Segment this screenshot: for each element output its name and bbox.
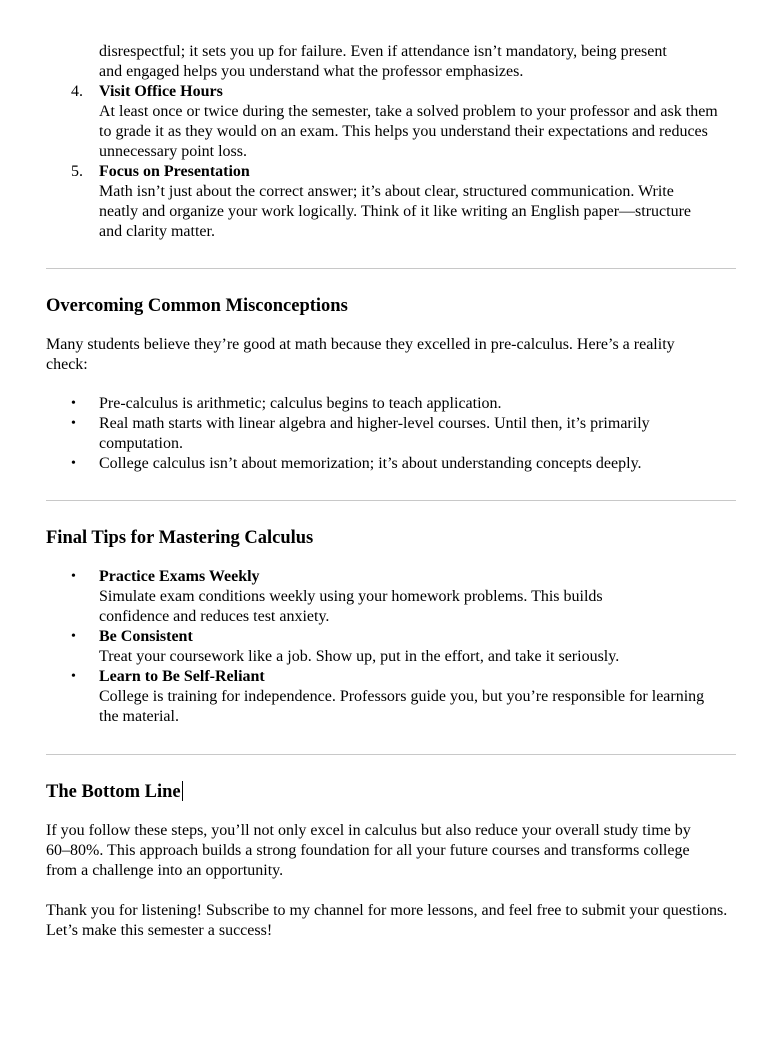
- list-item-text: Pre-calculus is arithmetic; calculus begins to teach application.: [99, 395, 502, 412]
- section-heading-bottom-line[interactable]: [46, 781, 736, 803]
- tip-title: Learn to Be Self-Reliant: [99, 668, 265, 685]
- list-item-text: College calculus isn’t about memorization; it’s about understanding concepts deeply.: [99, 455, 642, 472]
- tip-body: Simulate exam conditions weekly using your homework problems. This builds confidence and reduces test anxiety.: [99, 588, 603, 625]
- text-cursor: [182, 781, 184, 801]
- document-page: [46, 42, 736, 941]
- item-number: 5.: [71, 163, 83, 180]
- continuation-line-2: and engaged helps you understand what the professor emphasizes.: [99, 63, 524, 80]
- tip-title: Be Consistent: [99, 628, 193, 645]
- misconceptions-intro: Many students believe they’re good at math because they excelled in pre-calculus. Here’s a reality check:: [46, 336, 675, 373]
- numbered-item-office-hours: [46, 82, 736, 162]
- heading-text: The Bottom Line: [46, 782, 181, 802]
- item-title: Focus on Presentation: [99, 163, 250, 180]
- tip-body: Treat your coursework like a job. Show up, put in the effort, and take it seriously.: [99, 648, 620, 665]
- item-body: Math isn’t just about the correct answer; it’s about clear, structured communication. Write neatly and organize your work logically. Think of it like writing an English paper—structure and clarity matter.: [99, 183, 691, 240]
- bullet-icon: •: [71, 396, 76, 411]
- tip-title: Practice Exams Weekly: [99, 568, 260, 585]
- tip-body: College is training for independence. Professors guide you, but you’re responsible for learning the material.: [99, 688, 705, 725]
- item-3-continuation: [46, 42, 736, 82]
- continuation-line-1: disrespectful; it sets you up for failure. Even if attendance isn’t mandatory, being present: [99, 43, 667, 60]
- item-number: 4.: [71, 83, 83, 100]
- numbered-item-presentation: [46, 162, 736, 242]
- section-heading-misconceptions: Overcoming Common Misconceptions: [46, 296, 348, 316]
- item-body: At least once or twice during the semester, take a solved problem to your professor and ask them to grade it as they would on an exam. This helps you understand their expectations and reduces unnecessary point loss.: [99, 103, 718, 160]
- list-item: [46, 567, 669, 627]
- list-item: [46, 627, 736, 667]
- bottom-line-paragraph-1: If you follow these steps, you’ll not only excel in calculus but also reduce your overall study time by 60–80%. This approach builds a strong foundation for all your future courses and transforms college from a challenge into an opportunity.: [46, 822, 691, 879]
- bullet-icon: •: [71, 416, 76, 431]
- list-item: [46, 394, 736, 414]
- misconceptions-list: [46, 394, 736, 474]
- item-title: Visit Office Hours: [99, 83, 223, 100]
- bullet-icon: •: [71, 669, 76, 684]
- list-item-text: Real math starts with linear algebra and higher-level courses. Until then, it’s primarily computation.: [99, 415, 650, 452]
- bullet-icon: •: [71, 456, 76, 471]
- list-item: [46, 454, 736, 474]
- section-heading-final-tips: Final Tips for Mastering Calculus: [46, 528, 314, 548]
- list-item: [46, 414, 699, 454]
- numbered-list: [46, 82, 736, 242]
- bottom-line-paragraph-2: Thank you for listening! Subscribe to my channel for more lessons, and feel free to submit your questions. Let’s make this semester a success!: [46, 902, 728, 939]
- bullet-icon: •: [71, 569, 76, 584]
- final-tips-list: [46, 567, 736, 727]
- list-item: [46, 667, 719, 727]
- bullet-icon: •: [71, 629, 76, 644]
